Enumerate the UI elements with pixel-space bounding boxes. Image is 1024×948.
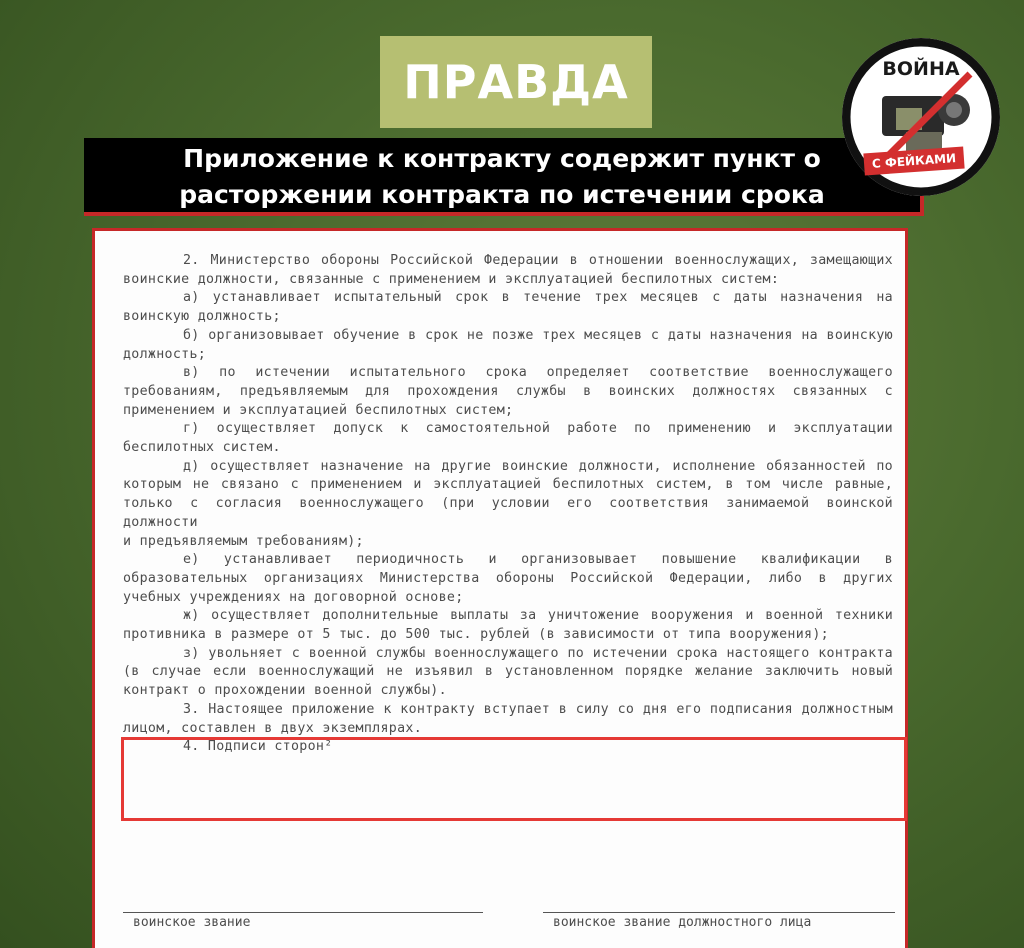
badge-label: ПРАВДА [403,55,629,109]
paragraph-v: в) по истечении испытательного срока определяет соответствие военнослужащего требованиям, предъявляемым для прохождения службы в воинских должностях связанных с применением и эксплуатацией беспилотных систем; [123,365,893,418]
paragraph-z: з) увольняет с военной службы военнослужащего по истечении срока настоящего контракта (в случае если военнослужащий не изъявил в установленном порядке желание заключить новый контракт о прохождении военной службы). [123,645,893,699]
paragraph-4: 4. Подписи сторон² [183,739,333,755]
paragraph-2: 2. Министерство обороны Российской Федерации в отношении военнослужащих, замещающих воинские должности, связанные с применением и эксплуатацией беспилотных систем: [123,253,893,287]
headline-line-2: расторжении контракта по истечении срока [179,180,825,209]
pravda-badge [380,36,652,128]
highlight-box [121,737,907,821]
paragraph-3: 3. Настоящее приложение к контракту вступает в силу со дня его подписания должностным лицом, составлен в двух экземплярах. [123,701,893,736]
document-body [123,252,893,757]
signature-line-right [543,912,895,913]
contract-document [92,228,908,948]
logo-top-text: ВОЙНА [882,58,960,80]
paragraph-a: а) устанавливает испытательный срок в течение трех месяцев с даты назначения на воинскую должность; [123,290,893,325]
headline-line-1: Приложение к контракту содержит пункт о [183,144,821,173]
paragraph-g: г) осуществляет допуск к самостоятельной работе по применению и эксплуатации беспилотных систем. [123,421,893,456]
paragraph-e: е) устанавливает периодичность и организовывает повышение квалификации в образовательных организациях Министерства обороны Российской Федерации, либо в других учебных учреждениях на договорной основе; [123,552,893,605]
headline-banner [84,138,924,216]
signature-label-left: воинское звание [133,915,251,930]
paragraph-b: б) организовывает обучение в срок не позже трех месяцев с даты назначения на воинскую должность; [123,327,893,362]
paragraph-zh: ж) осуществляет дополнительные выплаты за уничтожение вооружения и военной техники противника в размере от 5 тыс. до 500 тыс. рублей (в зависимости от типа вооружения); [123,608,893,643]
paragraph-d: д) осуществляет назначение на другие воинские должности, исполнение обязанностей по которым не связано с применением и эксплуатацией беспилотных систем, в том числе равные, только с согласия военнослужащего (при условии его соответствия занимаемой воинской должности [123,458,893,530]
paragraph-d-continued: и предъявляемым требованиям); [123,533,364,549]
signature-line-left [123,912,483,913]
logo-bottom-text: С ФЕЙКАМИ [863,147,964,176]
war-on-fakes-logo [842,38,1000,196]
signature-label-right: воинское звание должностного лица [553,915,812,930]
